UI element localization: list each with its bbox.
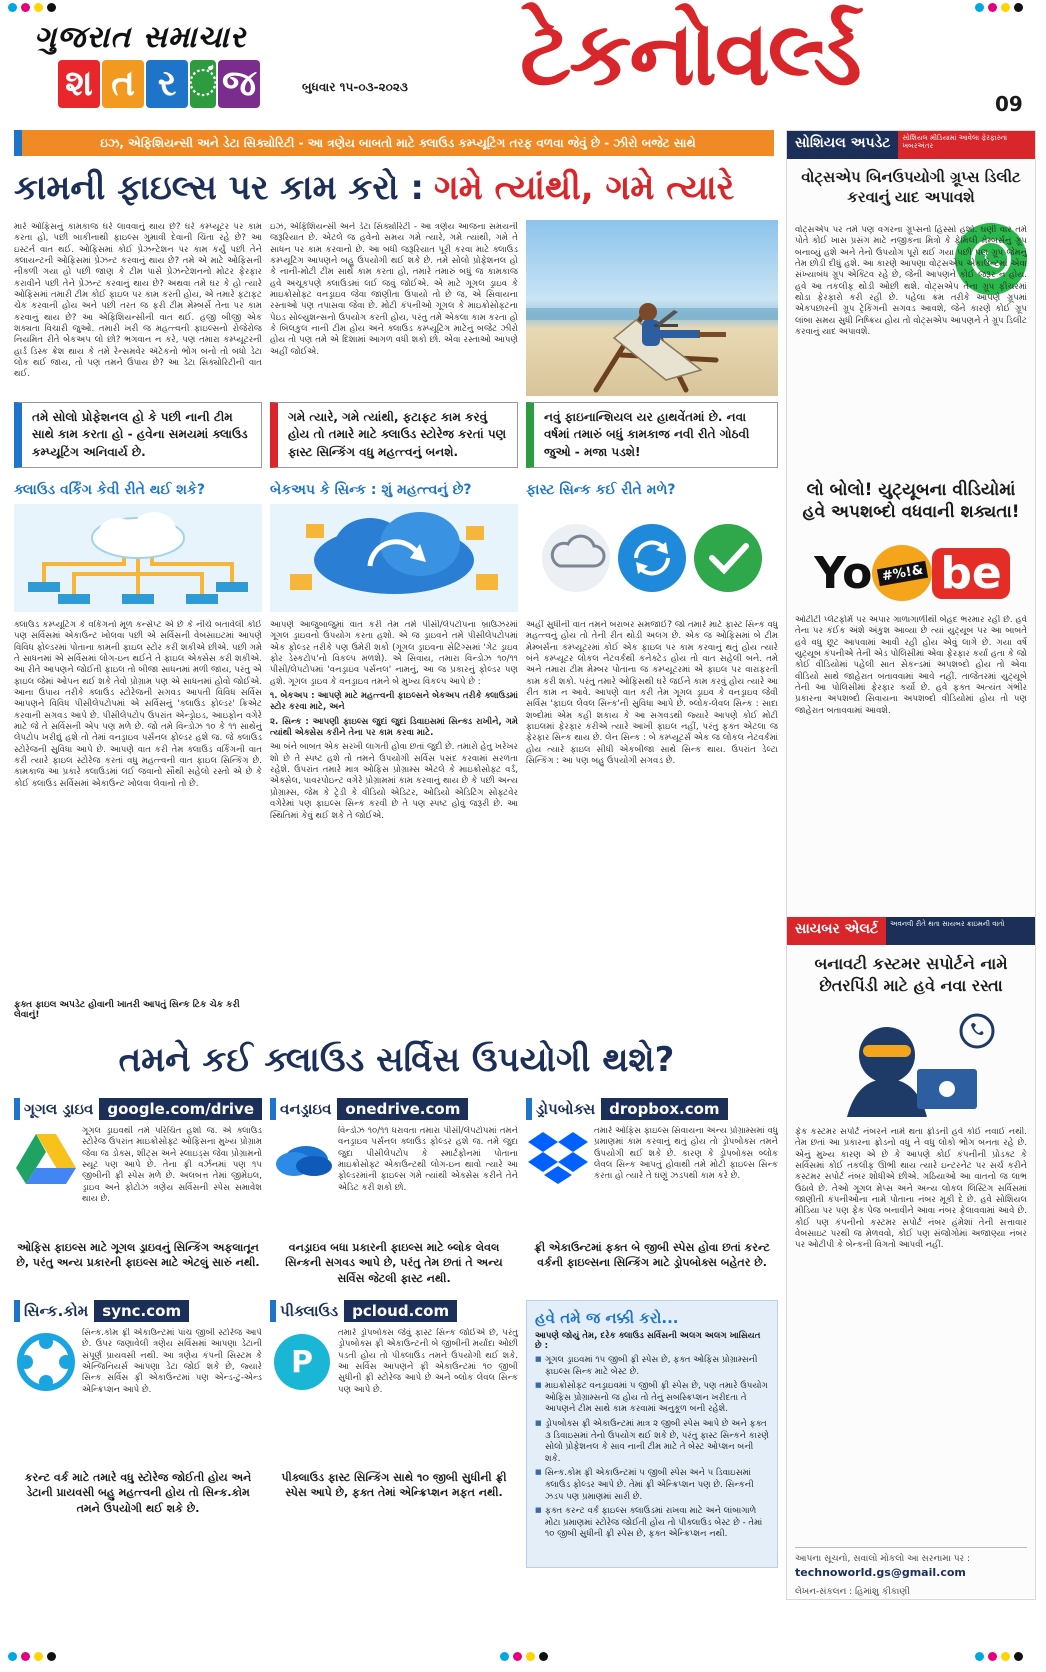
service-card-onedrive — [270, 1098, 518, 1288]
section-body: ક્લાઉડ કમ્પ્યૂટિંગ કે વર્કિંગનો મૂળ કન્સેપ્ટ એ છે કે નીચે બતાવેલી કોઈ પણ સર્વિસમાં એકાઉન્ટ ખોલવા પછી એ સર્વિસની વેબસાઇટમાં આપણે વિવિધ ફોલ્ડરમાં પોતાના કામની ફાઇલ સ્ટોર કરી શકીએ છીએ. પછી ગમે તે સાધનમાં એ સર્વિસમાં લોગ-ઇન થઈને તે ફાઇલ એક્સેસ કરી શકીએ. આ રીતે આપણને જોઈતી ફાઇલ તો બીજા સાધનમાં મળી જાય, પરંતુ એ ફાઇલ જેમાં ઓપન થઈ શકે તેવો પ્રોગ્રામ પણ એ સાધનમાં હોવો જોઈએ. આના ઉપાય તરીકે ક્લાઉડ સ્ટોરેજની સગવડ આપતી વિવિધ સર્વિસ આપણને વિવિધ પીસીલેપટોપમાં એ સર્વિસનું 'ક્લાઉડ ફોલ્ડર' ક્રિએટ કરવાની સગવડ આપે છે. પીસીલેપટોપ ઉપરાંત એન્ડ્રોઇડ, આઇફોન વગેરે માટે જે તે સર્વિસની એપ પણ મળે છે. જો તમે વિન્ડોઝ ૧૦ કે ૧૧ સાથેનું લેપટોપ ખરીદ્યું હશે તો તેમાં વનડ્રાઇવ પર્સનલ ફોલ્ડર હશે જ. જે ક્લાઉડ સ્ટોરેજની સુવિધા આપે છે. આપણે વાત કરી તેમ ક્લાઉડ વર્કિંગની વાત કરી ત્યારે ફાઇલ સ્ટોરેજ કરતાં વધુ મહત્ત્વની વાત ફાઇલ સિન્કિંગ છે. કામકાજ આ પ્રકારે ક્લાઉડમાં લઈ જવાનો સૌથી સહેલો રસ્તો એ છે કે કોઈ ક્લાઉડ સર્વિસમાં એકાઉન્ટ ખોલવા લેવાનો તો છે. — [14, 620, 262, 789]
youtube-logo — [807, 541, 1017, 605]
supplement-logo — [58, 60, 260, 108]
section-list-item: ૨. સિન્ક : આપણી ફાઇલ્સ જુદાં જુદાં ડિવાઇસમાં સિન્ક્ડ રાખીને, ગમે ત્યાંથી એક્સેસ કરીને તેના પર કામ કરવા માટે. — [270, 716, 518, 739]
headline-part1: કામની ફાઇલ્સ પર કામ કરો : — [14, 168, 424, 208]
page-title: ટેકનોવર્લ્ડ — [520, 2, 860, 105]
section-body: અહીં સુધીની વાત તમને બરાબર સમજાઈ? જો તમારે માટે ફાસ્ટ સિન્ક વધુ મહત્ત્વનું હોય તો તેની રીત થોડી અલગ છે. એક જ ઓફિસમાં બે ટીમ મેમ્બર્સના કમ્પ્યૂટરમાં કોઈ એક ફાઇલ પર કામ કરવાનું થતું હોય ત્યારે બંને કમ્પ્યૂટર લોકલ નેટવર્કથી કનેક્ટેડ હોય તો વાત સહેલી બને. તમે અને તમારા ટીમ મેમ્બર પોતાના જ કમ્પ્યૂટરમાં એ ફાઇલ પર વારાફરતી કામ કરી શકો. પરંતુ તમારે ઓફિસથી ઘરે જઈને કામ કરવું હોય ત્યારે આ રીત કામ ન આવે. આપણે વાત કરી તેમ ગૂગલ ડ્રાઇવ કે વનડ્રાઇવ જેવી સર્વિસ 'ફાઇલ લેવલ સિન્ક'ની સુવિધા આપે છે. બ્લોક-લેવલ સિન્ક : સાદા શબ્દોમાં એમ કહી શકાય કે આ સગવડથી જ્યારે આપણે કોઈ મોટી ફાઇલમાં ફેરફાર કરીએ ત્યારે આખી ફાઇલ નહીં, પરંતુ ફક્ત એટલા જ ફેરફાર સિન્ક થાય છે. લેન સિન્ક : બે કમ્પ્યૂટર્સ એક જ લોકલ નેટવર્કમાં હોય ત્યારે ફાઇલ સીધી એકબીજા સાથે સિન્ક થાય. ઉપરાંત ડેલ્ટા સિન્કિંગ : આ પણ બહુ ઉપયોગી સગવડ છે. — [526, 620, 778, 767]
social-tag-sub: સોશિયલ મીડિયામાં આવેલા ફેરફારના ખબરઅંતર — [898, 131, 1035, 159]
hacker-illustration — [817, 1009, 1007, 1117]
decide-item: ■ ગૂગલ ડ્રાઇવમાં ૧૫ જીબી ફ્રી સ્પેસ છે, ફક્ત ઓફિસ પ્રોગ્રામ્સની ફાઇલ્સ સિન્ક માટે બેસ્ટ છે. — [535, 1355, 769, 1378]
decide-title: હવે તમે જ નક્કી કરો... — [535, 1309, 679, 1327]
registration-dots-top-right — [975, 3, 1023, 12]
service-card-sync — [14, 1300, 262, 1570]
decide-box — [526, 1300, 778, 1568]
section-paragraph: આપણે આજુબાજુમાં વાત કરી તેમ તમે પીસી/લેપટોપના બ્રાઉઝરમાં ગૂગલ ડ્રાઇવનો ઉપયોગ કરતા હશો. એ જ ડ્રાઇવને તમે પીસીલેપટોપમાં એક ફોલ્ડર તરીકે પણ ઉમેરી શકો (ગૂગલ ડ્રાઇવના સેટિંગ્સમાં 'ગેટ ડ્રાઇવ ફોર ડેસ્કટોપ'નો વિકલ્પ મળશે). એ સિવાય, તમારા વિન્ડોઝ ૧૦/૧૧ પીસી/લેપટોપમાં 'વનડ્રાઇવ પર્સનલ' નામનું, આ જ પ્રકારનું ફોલ્ડર પણ હશે. ગૂગલ ડ્રાઇવ કે વનડ્રાઇવ તમને બે મુખ્ય વિકલ્પ આપે છે : — [270, 620, 518, 687]
service-note: ફ્રી એકાઉન્ટમાં ફક્ત બે જીબી સ્પેસ હોવા છતાં કરન્ટ વર્કની ફાઇલ્સના સિન્કિંગ માટે ડ્રોપબોક્સ બહેતર છે. — [534, 1241, 770, 1270]
social-headline: વોટ્સએપ બિનઉપયોગી ગ્રૂપ્સ ડિલીટ કરવાનું યાદ અપાવશે — [801, 168, 1021, 207]
service-card-google-drive — [14, 1098, 262, 1288]
youtube-headline: લો બોલો! યુટ્યૂબના વીડિયોમાં હવે અપશબ્દો વધવાની શક્યતા! — [802, 480, 1020, 523]
cyber-tag-sub: અવનવી રીતે થતા સાયબર ક્રાઇમની વાતો — [886, 917, 1035, 945]
supplement-letter: જ — [218, 60, 260, 108]
service-domain: google.com/drive — [99, 1098, 262, 1120]
callout-box — [14, 402, 262, 468]
feedback-label: આપના સૂચનો, સવાલો મોકલો આ સરનામા પર : — [795, 1554, 971, 1564]
service-body: વિન્ડોઝ ૧૦/૧૧ ધરાવતા તમારા પીસી/લેપટોપમાં તમને વનડ્રાઇવ પર્સનલ ક્લાઉડ ફોલ્ડર હશે જ. તમે જુદા જુદા પીસીલેપટોપ કે સ્માર્ટફોનમાં પોતાના માઇક્રોસોફ્ટ એકાઉન્ટથી લોગ-ઇન થાવો ત્યારે આ ફોલ્ડરમાંની ફાઇલ્સ ગમે ત્યાંથી એક્સેસ કરીને તેને એડિટ કરી શકો છો. — [338, 1126, 518, 1193]
service-tag: ડ્રોપબોક્સ — [536, 1100, 596, 1118]
registration-dots-top — [8, 3, 56, 12]
feedback-box — [795, 1547, 1027, 1597]
supplement-letter: ં — [190, 60, 216, 108]
kicker-text: ઇઝ, એફિશિયન્સી અને ડેટા સિક્યોરિટી - આ ત્રણેય બાબતો માટે ક્લાઉડ કમ્પ્યૂટિંગ તરફ વળવા જેવું છે - ઝીરો બજેટ સાથે — [100, 135, 696, 150]
section-body — [270, 620, 518, 1020]
youtube-logo-right: be — [932, 548, 1009, 599]
cyber-headline: બનાવટી કસ્ટમર સપોર્ટને નામે છેતરપિંડી માટે હવે નવા રસ્તા — [814, 954, 1008, 995]
registration-dots-bottom-mid — [500, 1652, 548, 1661]
registration-dots-bottom-left — [8, 1652, 56, 1661]
service-body: સિન્ક.કોમ ફ્રી એકાઉન્ટમાં પાંચ જીબી સ્ટોરેજ આપે છે. ઉપર જણાવેલી ત્રણેય સર્વિસમાં આપણા ડેટાની સંપૂર્ણ પ્રાયવસી નથી. આ ત્રણેય કંપની સિસ્ટમ કે એન્જિનિયર્સ આપણા ડેટા જોઈ શકે છે, જ્યારે સિન્ક સર્વિસ ફ્રી એકાઉન્ટમાં પણ એન્ડ-ટુ-એન્ડ એન્ક્રિપ્શન આપે છે. — [82, 1328, 262, 1395]
service-note: વનડ્રાઇવ બધા પ્રકારની ફાઇલ્સ માટે બ્લોક લેવલ સિન્કની સગવડ આપે છે, પરંતુ તેમ છતાં તે અન્ય સર્વિસ જેટલી ફાસ્ટ નથી. — [285, 1241, 503, 1285]
cloud-sync-illustration — [270, 504, 518, 612]
intro-col1: મારે ઓફિસનું કામકાજ ઘરે લાવવાનું થાય છે? ઘરે કમ્પ્યૂટર પર કામ કરતા હો, પછી બાકીનાથી ફાઇલ્સ ગુમાવી દેવાની ચિંતા રહે છે? આ ઇસ્ટર્ન વાત થઈ. ઓફિસમાં કોઈ પ્રેઝન્ટેશન પર કામ કર્યું પછી તેને ક્લાયન્ટની ઓફિસમાં પ્રેઝન્ટ કરવાનું થાય છે? તમે એ માટે ઓફિસની નીકળી ગયા હો પછી જાણ કે ટીમ પાસે પ્રેઝન્ટેશનનો મોટર ફેરફાર કરાવીને પછી તેને પ્રેઝન્ટ કરવાનું થાય છે? અથવા તમે ઘર કે હો ત્યારે ઓફિસમાં તમારી ટીમ કોઈ ફાઇલ પર કામ કરતી હોય, એ તમારે ફટાફટ ચેક કરવાની હોય અને પછી તરત જ ફરી ટીમ મેમ્બર્સે તેના પર કામ કરવાનું થાય છે? આ એફિશિયન્સીની વાત થઈ. હજી બીજી એક શક્યતા વિચારી જુઓ. તમારી ખરી જ મહત્ત્વની ફાઇલ્સનો રોજેરોજ નિયમિત રીતે બેકઅપ લો છો? ભગવાન ન કરે, પણ તમારા કમ્પ્યૂટરની હાર્ડ ડિસ્ક ક્રેશ થાય કે તમે રેન્સમવેર ઍટેકનો ભોગ બનો તો બધો ડેટા લોક થઈ જાય, તો પણ તમને ઉપાય છે? આ ડેટા સિક્યોરિટીની વાત થઈ. — [14, 222, 262, 380]
paper-name: ગુજરાત સમાચાર — [34, 20, 247, 55]
callout-box — [526, 402, 778, 468]
service-card-pcloud — [270, 1300, 518, 1570]
service-domain: dropbox.com — [601, 1098, 727, 1120]
masthead — [0, 0, 1046, 120]
onedrive-icon — [272, 1138, 332, 1178]
section-title: ક્લાઉડ વર્કિંગ કેવી રીતે થઈ શકે? — [14, 482, 205, 498]
headline-part2: ગમે ત્યાંથી, ગમે ત્યારે — [433, 168, 735, 208]
section-paragraph: આ બંને બાબત એક સરખી લાગતી હોવા છતાં જુદી છે. તમારો હેતુ ખરેખર શો છે તે સ્પષ્ટ હશે તો તમને ઉપયોગી સર્વિસ પસંદ કરવામાં સરળતા રહેશે. ઉપરાંત તમારે માત્ર ઓફિસ પ્રોગ્રામ્સ એટલે કે માઇક્રોસોફ્ટ વર્ડ, એક્સેલ, પાવરપોઇન્ટ વગેરે પ્રોગ્રામમાં કામ કરવાનું થાય છે કે પછી અન્ય પ્રોગ્રામ્સ, જેમ કે ટ્રેડી કે વીડિયો એડિટર, ઓડિયો એડિટિંગ સોફ્ટવેર વગેરેમાં પણ ફાઇલ્સ સિન્ક કરવી છે તે પણ સ્પષ્ટ હોવું જરૂરી છે. આ સ્થિતિમાં કેવું થઈ શકે તે જોઈએ. — [270, 742, 518, 821]
byline: લેખન-સંકલન : હિમાંશુ કીકાણી — [795, 1587, 910, 1597]
sync-icons-illustration — [526, 504, 778, 612]
pcloud-logo-icon — [272, 1332, 332, 1392]
section-closing: ફક્ત ફાઇલ અપડેટ હોવાની ખાતરી આપતું સિન્ક ટિક ચેક કરી લેવાનું! — [14, 1000, 240, 1020]
cloud-network-illustration — [14, 504, 262, 612]
cyber-alert-tag — [787, 917, 1035, 945]
decide-intro: આપણે જોયું તેમ, દરેક ક્લાઉડ સર્વિસની અલગ અલગ ખાસિયત છે : — [535, 1331, 761, 1351]
service-body: તમારે ડ્રોપબોક્સ જેવું ફાસ્ટ સિન્ક જોઈએ છે, પરંતુ ડ્રોપબોક્સ ફ્રી એકાઉન્ટની બે જીબીની મર્યાદા ઓછી પડતી હોય તો પીક્લાઉડ તમને ઉપયોગી થઈ શકે. આ સર્વિસ આપણને ફ્રી એકાઉન્ટમાં ૧૦ જીબી સુધીની ફ્રી સ્ટોરેજ આપે છે અને બ્લોક લેવલ સિન્ક પણ આપે છે. — [338, 1328, 518, 1395]
service-body: ગૂગલ ડ્રાઇવથી તમે પરિચિત હશો જ. એ ક્લાઉડ સ્ટોરેજ ઉપરાંત માઇક્રોસોફ્ટ ઓફિસના મુખ્ય પ્રોગ્રામ જેવા જ ડોક્સ, શીટ્સ અને સ્લાઇડ્સ જેવા પ્રોગ્રામનો સ્યૂટ પણ આપે છે. તેના ફ્રી વર્ઝનમાં પણ ૧૫ જીબીની ફ્રી સ્પેસ મળે છે. અલબત્ત તેમાં જીમેઇલ, ડ્રાઇવ અને ફોટોઝ ત્રણેય સર્વિસની સ્પેસ સમાવેશ થાય છે. — [82, 1126, 262, 1205]
service-tag: સિન્ક.કોમ — [24, 1302, 89, 1320]
supplement-letter: ત — [102, 60, 144, 108]
service-note: ઓફિસ ફાઇલ્સ માટે ગૂગલ ડ્રાઇવનું સિન્કિંગ અફલાતૂન છે, પરંતુ અન્ય પ્રકારની ફાઇલ્સ માટે એટલું સારું નથી. — [16, 1241, 260, 1270]
beach-laptop-photo — [526, 220, 778, 396]
issue-date: બુધવાર ૧૫-૦૩-૨૦૨૩ — [302, 80, 408, 94]
callout-text: તમે સોલો પ્રોફેશનલ હો કે પછી નાની ટીમ સાથે કામ કરતા હો - હવેના સમયમાં ક્લાઉડ કમ્પ્યૂટિંગ અનિવાર્ય છે. — [32, 410, 248, 459]
registration-dots-bottom-right — [975, 1652, 1023, 1661]
social-update-tag — [787, 131, 1035, 159]
supplement-letter: ર — [146, 60, 188, 108]
google-drive-icon — [16, 1132, 76, 1184]
svg-text:P: P — [291, 1345, 313, 1380]
decide-item: ■ ડ્રોપબોક્સ ફ્રી એકાઉન્ટમાં માત્ર ૨ જીબી સ્પેસ આપે છે અને ફક્ત ૩ ડિવાઇસમાં તેનો ઉપયોગ થઈ શકે છે, પરંતુ ફાસ્ટ સિન્કને કારણે સોલો પ્રોફેશનલ કે સાવ નાની ટીમ માટે તે બેસ્ટ ઓપ્શન બની શકે. — [535, 1419, 769, 1465]
service-tag: ગૂગલ ડ્રાઇવ — [24, 1100, 94, 1118]
section-list-item: ૧. બેકઅપ : આપણે માટે મહત્ત્વની ફાઇલ્સને બેકઅપ તરીકે ક્લાઉડમાં સ્ટોર કરવા માટે, અને — [270, 691, 518, 713]
services-heading: તમને કઈ ક્લાઉડ સર્વિસ ઉપયોગી થશે? — [118, 1040, 675, 1080]
decide-list — [535, 1355, 769, 1541]
callout-text: ગમે ત્યારે, ગમે ત્યાંથી, ફટાફટ કામ કરવું હોય તો તમારે માટે ક્લાઉડ સ્ટોરેજ કરતાં પણ ફાસ્ટ સિન્કિંગ વધુ મહત્ત્વનું બનશે. — [288, 410, 507, 459]
service-body: તમારે ઓફિસ ફાઇલ્સ સિવાયના અન્ય પ્રોગ્રામ્સમાં વધુ પ્રમાણમાં કામ કરવાનું થતું હોય તો ડ્રોપબોક્સ તમને ઉપયોગી થઈ શકે છે. કારણ કે ડ્રોપબોક્સ બ્લોક લેવલ સિન્ક આપતું હોવાથી તમે મોટી ફાઇલ્સ સિન્ક કરતા હો ત્યારે તે ઘણું ઝડપથી કામ કરે છે. — [594, 1126, 778, 1182]
service-tag: વનડ્રાઇવ — [280, 1100, 332, 1118]
service-note: પીક્લાઉડ ફાસ્ટ સિન્કિંગ સાથે ૧૦ જીબી સુધીની ફ્રી સ્પેસ આપે છે, ફક્ત તેમાં એન્ક્રિપ્શન મફત નથી. — [281, 1471, 507, 1500]
section-title: બેકઅપ કે સિન્ક : શું મહત્ત્વનું છે? — [270, 482, 472, 498]
service-tag: પીક્લાઉડ — [280, 1302, 339, 1320]
sidebar — [786, 130, 1036, 1600]
dropbox-icon — [528, 1130, 588, 1184]
decide-item: ■ ફક્ત કરન્ટ વર્ક ફાઇલ્સ ક્લાઉડમાં રાખવા માટે અને લાંબાગાળે મોટા પ્રમાણમાં સ્ટોરેજ જોઈતી હોય તો પીક્લાઉડ બેસ્ટ છે - તેમાં ૧૦ જીબી સુધીની ફ્રી સ્પેસ છે, ફક્ત એન્ક્રિપ્શન નથી. — [535, 1506, 769, 1541]
feedback-email[interactable]: technoworld.gs@gmail.com — [795, 1566, 966, 1579]
cyber-body: ફેક કસ્ટમર સપોર્ટ નંબરને નામે થતા ફ્રોડની હવે કોઈ નવાઈ નથી. તેમ છતાં આ પ્રકારના ફ્રોડનો વધુ ને વધુ લોકો ભોગ બનતા રહે છે. એનું મુખ્ય કારણ એ છે કે આપણે કોઈ કંપનીની પ્રોડક્ટ કે સર્વિસમાં કોઈ તકલીફ ઊભી થાય ત્યારે ઇન્ટરનેટ પર સર્ચ કરીને કસ્ટમર સપોર્ટ નંબર શોધીએ છીએ. ગઠિયાઓ આ વાતનો જ લાભ ઉઠાવે છે. તેઓ ગૂગલ મેપ્સ અને અન્ય લોકલ લિસ્ટિંગ સર્વિસમાં જાણીતી કંપનીઓના નામે પોતાના નંબર મૂકી દે છે. હવે સોશિયલ મીડિયા પર પણ ફેક પેજ બનાવીને આવા નંબર ફેલાવવામાં આવે છે. કોઈ પણ કંપનીનો કસ્ટમર સપોર્ટ નંબર હંમેશાં તેની સત્તાવાર વેબસાઇટ પરથી જ મેળવવો, કોઈ પણ સંજોગોમાં અજાણ્યા નંબર પર ઓટીપી કે બેન્કની વિગતો આપવી નહીં. — [795, 1127, 1027, 1251]
youtube-body: ઓટીટી પ્લેટફોર્મ પર અપાર ગાળાગાળીથી બેહદ ભરમાર રહી છે. હવે તેના પર કંઈક અંશે અંકુશ આવ્યા છે ત્યાં યુટ્યૂબ પર આ બાબતે હવે વધુ છૂટ આપવામાં આવી રહી હોય એવું લાગે છે. ગયા વર્ષે યુટ્યૂબ કંપનીએ તેની એડ પોલિસીમાં એવા ફેરફાર કર્યા હતા કે જો કોઈ વીડિયોમાં પહેલી સાત સેકન્ડમાં અપશબ્દો હોય તો એવા વીડિયો સાથે જાહેરાત બતાવવામાં આવે નહીં. તાજેતરમાં યુટ્યૂબે તેની આ પોલિસીમાં ફેરફાર કર્યો છે. હવે ફક્ત અત્યંત ગંભીર પ્રકારના અપશબ્દો સિવાયના અપશબ્દો વીડિયોમાં હોય તો પણ જાહેરાત બતાવવામાં આવશે. — [795, 615, 1027, 716]
social-body: વોટ્સએપ પર તમે પણ વગરના ગ્રૂપ્સનો હિસ્સો હશો. ઘણી વાર તમે પોતે કોઈ ખાસ પ્રસંગ માટે નજીકના મિત્રો કે ફેમિલી મેમ્બર્સનું ગ્રૂપ બનાવ્યું હશે અને તેનો ઉપયોગ પૂરો થઈ ગયા પછી પણ ગ્રૂપ જેમનું તેમ છોડી દીધું હશે. આ કારણે આપણા વોટ્સએપ એકાઉન્ટમાં એવા સંખ્યાબંધ ગ્રૂપ એક્ટિવ રહે છે, જેની આપણને કોઈ જરૂર ન હોય. હવે આ તકલીફ થોડી ઓછી થશે. વોટ્સએપ તેના ગ્રૂપ ફીચરમાં થોડા ફેરફારો કરી રહી છે. પહેલા ક્રમ તરીકે આપણે ગ્રૂપમાં એકપછારની ગ્રૂપ ટ્રેકિંગની સગવડ આવશે, જેને કારણે કોઈ ગ્રૂપ લાંબા સમય સુધી નિષ્ક્રિય હોય તો વોટ્સએપ આપણને તે ગ્રૂપ ડિલીટ કરવાનું યાદ અપાવશે. — [795, 225, 1027, 338]
service-domain: sync.com — [94, 1300, 189, 1322]
youtube-logo-left: Yo — [814, 547, 873, 599]
cyber-tag-label: સાયબર એલર્ટ — [787, 917, 886, 945]
decide-item: ■ માઇક્રોસોફ્ટ વનડ્રાઇવમાં ૫ જીબી ફ્રી સ્પેસ છે, પણ તમારે ઉપયોગ ઓફિસ પ્રોગ્રામ્સનો જ હોય તો તેનું સબસ્ક્રિપ્શન ખરીદતા તે આપણને ટીમ સાથે કામ કરવામાં અનુકૂળ બની રહેશે. — [535, 1381, 769, 1416]
service-domain: pcloud.com — [344, 1300, 457, 1322]
service-card-dropbox — [526, 1098, 778, 1288]
callout-box — [270, 402, 518, 468]
service-domain: onedrive.com — [337, 1098, 468, 1120]
page-number: 09 — [995, 92, 1023, 116]
kicker-bar — [14, 130, 774, 156]
service-note: કરન્ટ વર્ક માટે તમારે વધુ સ્ટોરેજ જોઈતી હોય અને ડેટાની પ્રાયવસી બહુ મહત્ત્વની હોય તો સિન્ક.કોમ તમને ઉપયોગી થઈ શકે છે. — [24, 1471, 252, 1515]
social-tag-label: સોશિયલ અપડેટ — [787, 131, 898, 159]
supplement-letter: શ — [58, 60, 100, 108]
main-headline — [14, 162, 779, 214]
section-title: ફાસ્ટ સિન્ક કઈ રીતે મળે? — [526, 482, 676, 498]
decide-item: ■ સિન્ક.કોમ ફ્રી એકાઉન્ટમાં ૫ જીબી સ્પેસ અને ૫ ડિવાઇસમાં ક્લાઉડ ફોલ્ડર આપે છે. તેમાં ફ્રી એન્ક્રિપ્શન પણ છે. સિન્કની ઝડપ પણ પ્રમાણમાં સારી છે. — [535, 1468, 769, 1503]
censor-bar: #%!& — [877, 560, 928, 585]
callout-text: નવું ફાઇનાન્શિયલ યર હાથવેંતમાં છે. નવા વર્ષમાં તમારું બધું કામકાજ નવી રીતે ગોઠવી જુઓ - મજા પડશે! — [544, 410, 750, 459]
intro-col2: ઇઝ, એફિશિયન્સી અને ડેટા સિક્યોરિટી - આ ત્રણેય આજના સમયની જરૂરિયાત છે. એટલે જ હવેનો સમય ગમે ત્યારે, ગમે ત્યાંથી, ગમે તે સાધન પર કામ કરવાનો છે. આ બધી જરૂરિયાત પૂરી કરવા માટે ક્લાઉડ કમ્પ્યૂટિંગ આપણને બહુ ઉપયોગી થઈ શકે છે. તમે સોલો પ્રોફેશનલ હો કે નાની-મોટી ટીમ સાથે કામ કરતા હો, તમારે તમારું બધું જ કામકાજ હવે અચૂકપણે ક્લાઉડમાં લઈ જવું જોઈએ. એ માટે ગૂગલ ડ્રાઇવ કે માઇક્રોસોફ્ટ વનડ્રાઇવ જેવા જાણીતા ઉપાયો તો છે જ, એ સિવાયના રસ્તાઓ પણ તપાસવા જેવા છે. મોટી કંપનીઓ ગૂગલ કે માઇક્રોસોફ્ટના પેઇડ સોલ્યુશન્સનો ઉપયોગ કરતી હોય, પરંતુ તમે એકલા કામ કરતા હો કે બિલકુલ નાની ટીમ હોય અને ક્લાઉડ કમ્પ્યૂટિંગ માટેનું બજેટ ઝીરો હોય તો પણ તમે એ દિશામાં આગળ વધી શકો છો. એવા રસ્તાઓ આપણે અહીં જોઈએ. — [270, 222, 518, 357]
angry-emoji-icon — [872, 545, 932, 601]
sync-logo-icon — [16, 1332, 76, 1392]
